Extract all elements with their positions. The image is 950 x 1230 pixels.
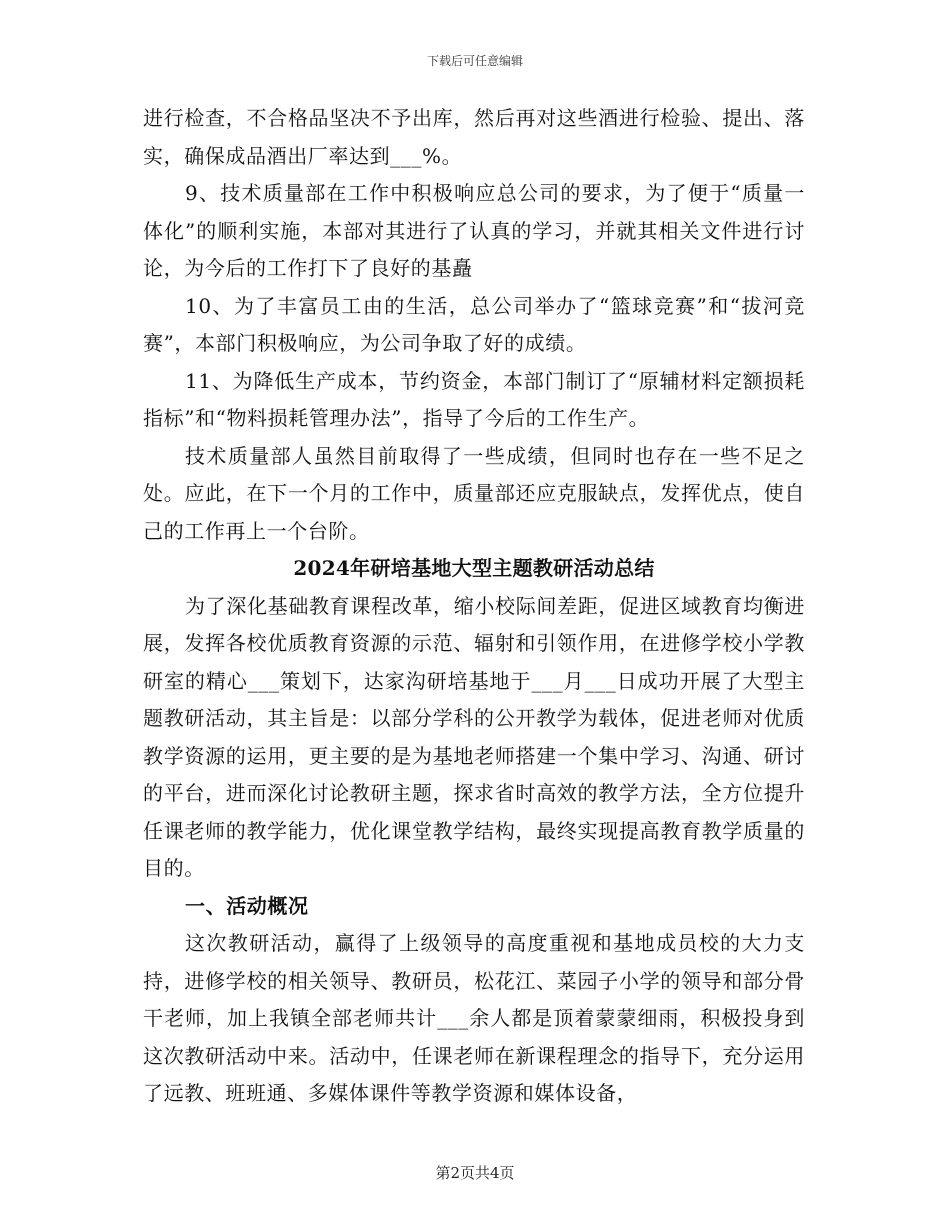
paragraph-overview: 这次教研活动，赢得了上级领导的高度重视和基地成员校的大力支持，进修学校的相关领导、教研员，松花江、菜园子小学的领导和部分骨干老师，加上我镇全部老师共计___余人都是顶着蒙蒙细雨，积极投身到这次教研活动中来。活动中，任课老师在新课程理念的指导下，充分运用了远教、班班通、多媒体课件等教学资源和媒体设备， [143,931,805,1105]
page-footer: 第2页共4页 [435,1164,515,1182]
paragraph-continuation: 进行检查，不合格品坚决不予出库，然后再对这些酒进行检验、提出、落实，确保成品酒出厂率达到___%。 [143,106,805,168]
paragraph-item-10: 10、为了丰富员工由的生活，总公司举办了“篮球竞赛”和“拔河竞赛”，本部门积极响应，为公司争取了好的成绩。 [143,293,805,355]
paragraph-intro: 为了深化基础教育课程改革，缩小校际间差距，促进区域教育均衡进展，发挥各校优质教育资源的示范、辐射和引领作用，在进修学校小学教研室的精心___策划下，达家沟研培基地于___月___日成功开展了大型主题教研活动，其主旨是：以部分学科的公开教学为载体，促进老师对优质教学资源的运用，更主要的是为基地老师搭建一个集中学习、沟通、研讨的平台，进而深化讨论教研主题，探求省时高效的教学方法，全方位提升任课老师的教学能力，优化课堂教学结构，最终实现提高教育教学质量的目的。 [143,593,805,880]
section-heading: 一、活动概况 [185,893,309,918]
paragraph-item-9: 9、技术质量部在工作中积极响应总公司的要求，为了便于“质量一体化”的顺利实施，本部对其进行了认真的学习，并就其相关文件进行讨论，为今后的工作打下了良好的基矗 [143,181,805,280]
paragraph-conclusion: 技术质量部人虽然目前取得了一些成绩，但同时也存在一些不足之处。应此，在下一个月的工作中，质量部还应克服缺点，发挥优点，使自己的工作再上一个台阶。 [143,443,805,543]
document-title: 2024年研培基地大型主题教研活动总结 [293,556,655,580]
document-body [143,100,805,1113]
page-header: 下载后可任意编辑 [426,54,523,68]
paragraph-item-11: 11、为降低生产成本，节约资金，本部门制订了“原辅材料定额损耗指标”和“物料损耗管理办法”，指导了今后的工作生产。 [143,368,805,430]
